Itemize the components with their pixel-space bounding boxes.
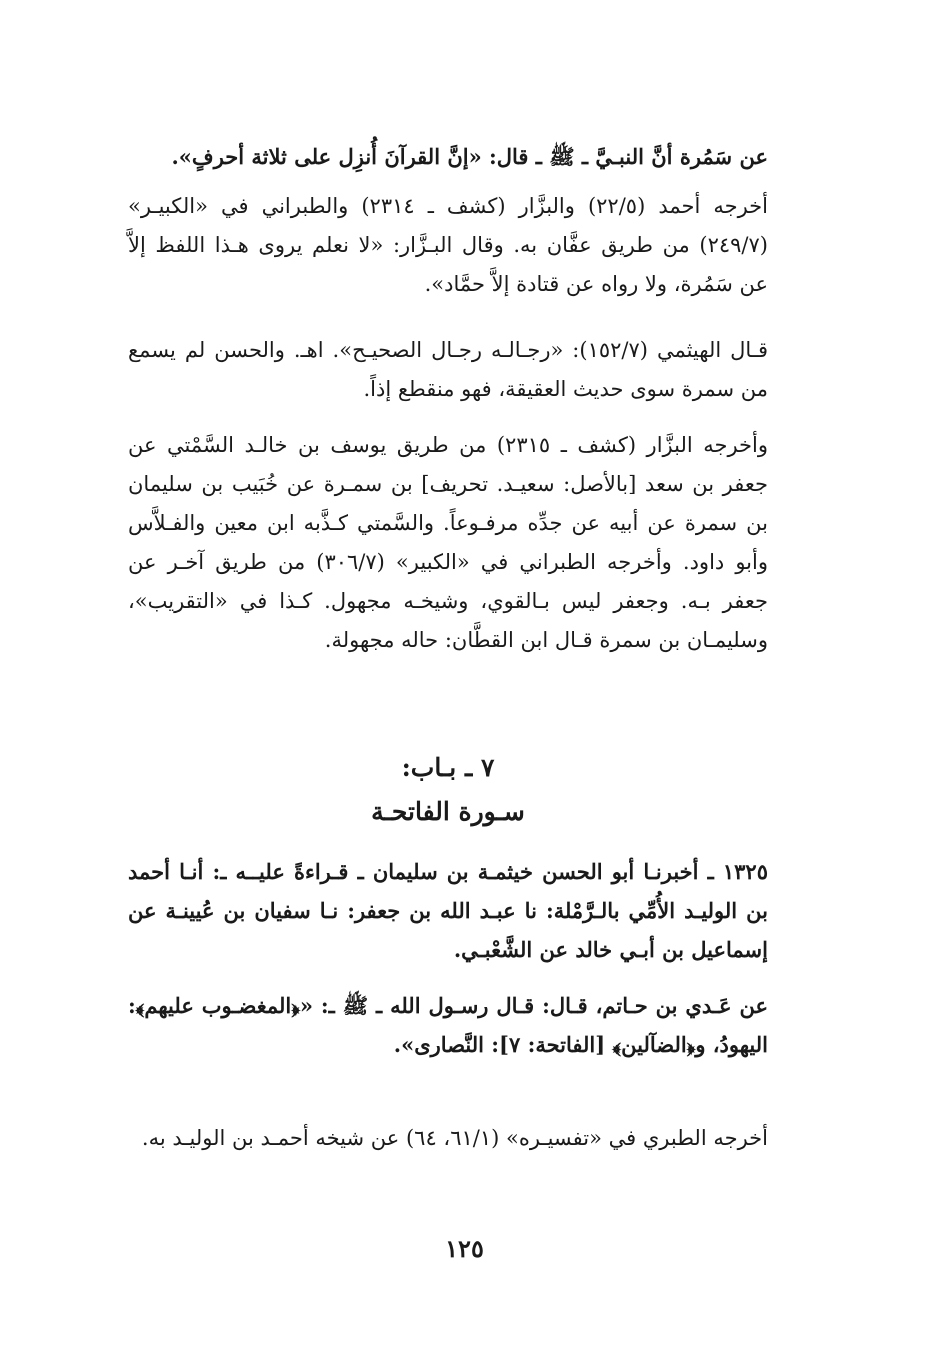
takhrij-paragraph: أخرجه أحمد (٢٢/٥) والبزَّار (كشف ـ ٢٣١٤) والطبراني في «الكبيـر» (٢٤٩/٧) من طريق عفَّان به. وقال البـزَّار: «لا نعلم يروى هـذا اللفظ إلاَّ عن سَمُرة، ولا رواه عن قتادة إلاَّ حمَّاد».: [128, 194, 768, 296]
takhrij-paragraph: قـال الهيثمي (١٥٢/٧): «رجـالـه رجـال الصحيـح». اهـ. والحسن لم يسمع من سمرة سوى حديث العقيقة، فهو منقطع إذاً.: [128, 338, 768, 401]
isnad-paragraph: ١٣٢٥ ـ أخبرنـا أبو الحسن خيثمـة بن سليمان ـ قـراءةً عليــه ـ: أنـا أحمد بن الوليـد الأُمِّي بالـرَّمْلة: نا عبـد الله بن جعفر: نـا سفيان بن عُيينـة عن إسماعيل بن أبـي خالد عن الشَّعْبـي.: [128, 859, 768, 962]
hadith-text: عن سَمُرة أنَّ النبـيَّ ـ ﷺ ـ قال: «إنَّ القرآنَ أُنزِل على ثلاثة أحرفٍ».: [171, 144, 768, 169]
chapter-heading: ٧ ـ بـاب:: [401, 753, 495, 782]
hadith-text: عن عَـدي بن حـاتم، قـال: قـال رسـول الله ـ ﷺ ـ: «﴿المغضـوب عليهم﴾: اليهودُ، و﴿الضآلين﴾ [الفاتحة: ٧]: النَّصارى».: [128, 993, 768, 1057]
chapter-subheading: سـورة الفاتحـة: [371, 797, 525, 826]
takhrij-paragraph: أخرجه الطبري في «تفسيـره» (٦١/١، ٦٤) عن شيخه أحمـد بن الوليـد به.: [141, 1126, 768, 1150]
takhrij-paragraph: وأخرجه البزَّار (كشف ـ ٢٣١٥) من طريق يوسف بن خالـد السَّمْتي عن جعفر بن سعد [بالأصل: سعيـد. تحريف] بن سمـرة عن خُبَيب بن سليمان بن سمرة عن أبيه عن جدِّه مرفـوعاً. والسَّمتي كـذَّبه ابن معين والفـلاَّس وأبو داود. وأخرجه الطبراني في «الكبير» (٣٠٦/٧) من طريق آخـر عن جعفر بـه. وجعفر ليس بـالقوي، وشيخـه مجهول. كـذا في «التقريب»، وسليمـان بن سمرة قـال ابن القطَّان: حاله مجهولة.: [128, 433, 769, 652]
page-number: ١٢٥: [445, 1234, 484, 1263]
